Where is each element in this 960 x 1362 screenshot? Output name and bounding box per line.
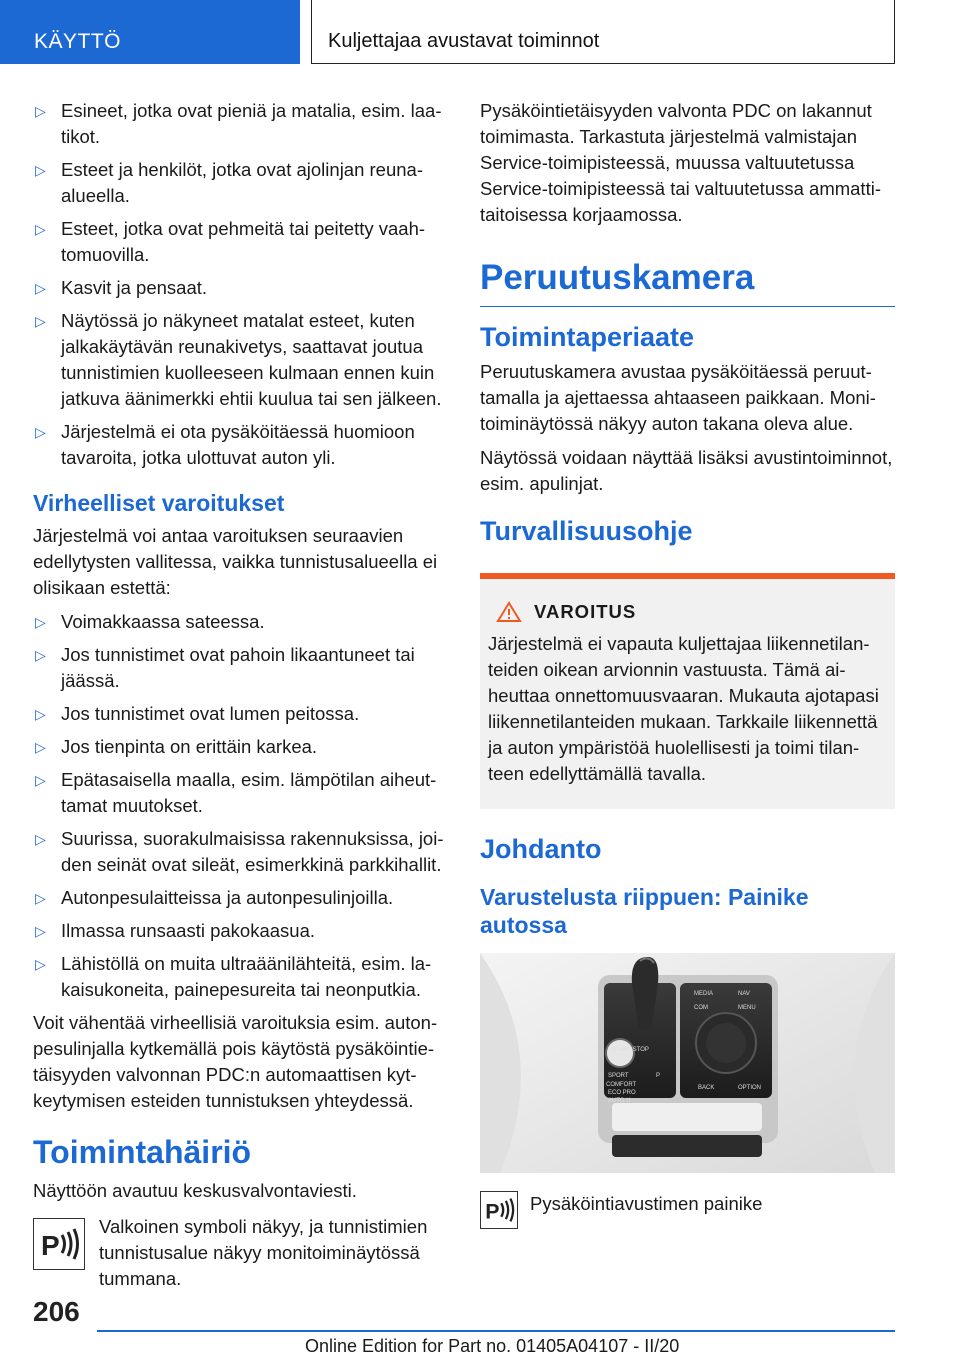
list-item: ▷ Kasvit ja pensaat. bbox=[33, 275, 449, 301]
header-section-tab bbox=[0, 0, 300, 64]
list-item: ▷ Näytössä jo näkyneet matalat esteet, kuten jalkakäytävän reunakivetys, saattavat joutua tunnistimien kuolleeseen kulmaan ennen kuin jatkuva äänimerkki ehtii kuulua tai sen jälkeen. bbox=[35, 310, 442, 409]
header-section-label: KÄYTTÖ bbox=[34, 30, 122, 53]
false-warnings-text: Järjestelmä voi antaa varoituksen seuraavien edellytysten vallitessa, vaikka tunnistusalueella ei olisikaan estettä: bbox=[33, 525, 438, 598]
photo-label: AUTO H bbox=[608, 1098, 631, 1104]
list-item: ▷ Suurissa, suorakulmaisissa rakennuksissa, joiden seinät ovat sileät, esimerkkinä parkkihallit. bbox=[35, 828, 444, 875]
bullet-triangle-icon: ▷ bbox=[35, 706, 46, 722]
list-item: ▷ Ilmassa runsaasti pakokaasua. bbox=[33, 918, 449, 944]
bullet-triangle-icon: ▷ bbox=[35, 739, 46, 755]
photo-label: NAV bbox=[738, 991, 750, 997]
svg-text:P: P bbox=[41, 1230, 60, 1261]
list-item: ▷ Esteet ja henkilöt, jotka ovat ajolinjan reunaalueella. bbox=[35, 159, 424, 206]
photo-label: SPORT bbox=[608, 1073, 629, 1079]
right-column bbox=[480, 98, 895, 1237]
list-item: ▷ Lähistöllä on muita ultraäänilähteitä, esim. lakaisukoneita, painepesureita tai neonputkia. bbox=[35, 953, 432, 1000]
safety-heading: Turvallisuusohje bbox=[480, 516, 693, 546]
photo-label: P bbox=[656, 1073, 661, 1079]
bullet-triangle-icon: ▷ bbox=[35, 313, 46, 329]
warning-label: VAROITUS bbox=[534, 601, 637, 622]
principle-p2: Näytössä voidaan näyttää lisäksi avustintoiminnot, esim. apulinjat. bbox=[480, 447, 893, 494]
center-console-photo bbox=[480, 953, 895, 1173]
photo-label: COMFORT bbox=[606, 1082, 637, 1088]
chapter-title: Peruutuskamera bbox=[480, 258, 895, 307]
pdc-symbol-row bbox=[33, 1214, 449, 1292]
parking-assist-button-caption: Pysäköintiavustimen painike bbox=[530, 1193, 763, 1214]
photo-label: OPTION bbox=[738, 1085, 762, 1091]
photo-label: COM bbox=[694, 1005, 708, 1011]
malfunction-heading: Toimintahäiriö bbox=[33, 1134, 252, 1170]
malfunction-text: Näyttöön avautuu keskusvalvontaviesti. bbox=[33, 1180, 357, 1201]
bullet-triangle-icon: ▷ bbox=[35, 614, 46, 630]
principle-heading: Toimintaperiaate bbox=[480, 322, 695, 352]
list-item: ▷ Epätasaisella maalla, esim. lämpötilan aiheuttamat muutokset. bbox=[35, 769, 437, 816]
parking-sensor-icon bbox=[33, 1218, 85, 1270]
intro-heading: Johdanto bbox=[480, 834, 602, 864]
header-title-box bbox=[311, 0, 895, 64]
footer-divider bbox=[97, 1330, 895, 1332]
header-title: Kuljettajaa avustavat toiminnot bbox=[328, 30, 600, 52]
principle-p1: Peruutuskamera avustaa pysäköitäessä peruuttamalla ja ajettaessa ahtaaseen paikkaan. Monitoiminäytössä näkyy auton takana oleva alue. bbox=[480, 361, 876, 434]
list-item: ▷ Autonpesulaitteissa ja autonpesulinjoilla. bbox=[33, 885, 449, 911]
bullet-triangle-icon: ▷ bbox=[35, 280, 46, 296]
edition-text: Online Edition for Part no. 01405A04107 - II/20 bbox=[305, 1336, 680, 1356]
list-item: ▷ Jos tunnistimet ovat pahoin likaantuneet tai jäässä. bbox=[35, 644, 415, 691]
warning-triangle-icon bbox=[496, 601, 522, 623]
bullet-triangle-icon: ▷ bbox=[35, 956, 46, 972]
left-column bbox=[33, 98, 449, 1292]
parking-assist-button-icon bbox=[480, 1191, 518, 1229]
photo-label: ECO PRO bbox=[608, 1090, 636, 1096]
intro-list bbox=[33, 98, 449, 471]
false-warnings-outro: Voit vähentää virheellisiä varoituksia esim. autonpesulinjalla kytkemällä pois käytöstä pysäköintietäisyyden valvonnan PDC:n automaattisen kytkeytymisen esteiden tunnistuksen yhteydessä. bbox=[33, 1012, 438, 1111]
svg-text:P: P bbox=[485, 1199, 500, 1224]
photo-label: BACK bbox=[698, 1085, 715, 1091]
photo-label: START STOP bbox=[612, 1047, 649, 1053]
intro-subheading: Varustelusta riippuen: Painike autossa bbox=[480, 884, 809, 938]
list-item: ▷ Esteet, jotka ovat pehmeitä tai peitetty vaahtomuovilla. bbox=[35, 218, 426, 265]
warning-box bbox=[480, 573, 895, 809]
list-item: ▷ Järjestelmä ei ota pysäköitäessä huomioon tavaroita, jotka ulottuvat auton yli. bbox=[35, 421, 415, 468]
list-item: ▷ Esineet, jotka ovat pieniä ja matalia, esim. laatikot. bbox=[35, 100, 442, 147]
photo-label: MENU bbox=[738, 1005, 756, 1011]
photo-label: MEDIA bbox=[694, 991, 714, 997]
pdc-symbol-text: Valkoinen symboli näkyy, ja tunnistimien tunnistusalue näkyy monitoiminäytössä tummana. bbox=[99, 1216, 428, 1289]
false-warnings-list bbox=[33, 609, 449, 1003]
bullet-triangle-icon: ▷ bbox=[35, 424, 46, 440]
list-item: ▷ Jos tunnistimet ovat lumen peitossa. bbox=[33, 701, 449, 727]
list-item: ▷ Jos tienpinta on erittäin karkea. bbox=[33, 734, 449, 760]
false-warnings-heading: Virheelliset varoitukset bbox=[33, 490, 285, 516]
bullet-triangle-icon: ▷ bbox=[35, 890, 46, 906]
pdc-out-text: Pysäköintietäisyyden valvonta PDC on lakannut toimimasta. Tarkastuta järjestelmä valmistajan Service-toimipisteessä, muussa valtuutetussa Service-toimipisteessä tai valtuutetussa ammattitaitoisessa korjaamossa. bbox=[480, 100, 881, 225]
bullet-triangle-icon: ▷ bbox=[35, 647, 46, 663]
warning-title bbox=[496, 601, 887, 623]
bullet-triangle-icon: ▷ bbox=[35, 923, 46, 939]
parking-assist-button-row bbox=[480, 1191, 895, 1237]
list-item: ▷ Voimakkaassa sateessa. bbox=[33, 609, 449, 635]
page-number: 206 bbox=[33, 1296, 80, 1327]
bullet-triangle-icon: ▷ bbox=[35, 162, 46, 178]
bullet-triangle-icon: ▷ bbox=[35, 103, 46, 119]
bullet-triangle-icon: ▷ bbox=[35, 221, 46, 237]
bullet-triangle-icon: ▷ bbox=[35, 831, 46, 847]
bullet-triangle-icon: ▷ bbox=[35, 772, 46, 788]
warning-text: Järjestelmä ei vapauta kuljettajaa liikennetilanteiden oikean arvionnin vastuusta. Tämä aiheuttaa onnettomuusvaaran. Mukauta ajotapasi liikennetilanteiden mukaan. Tarkkaile liikennettä ja auton ympäristöä huolellisesti ja toimi tilanteen edellyttämällä tavalla. bbox=[488, 633, 879, 784]
